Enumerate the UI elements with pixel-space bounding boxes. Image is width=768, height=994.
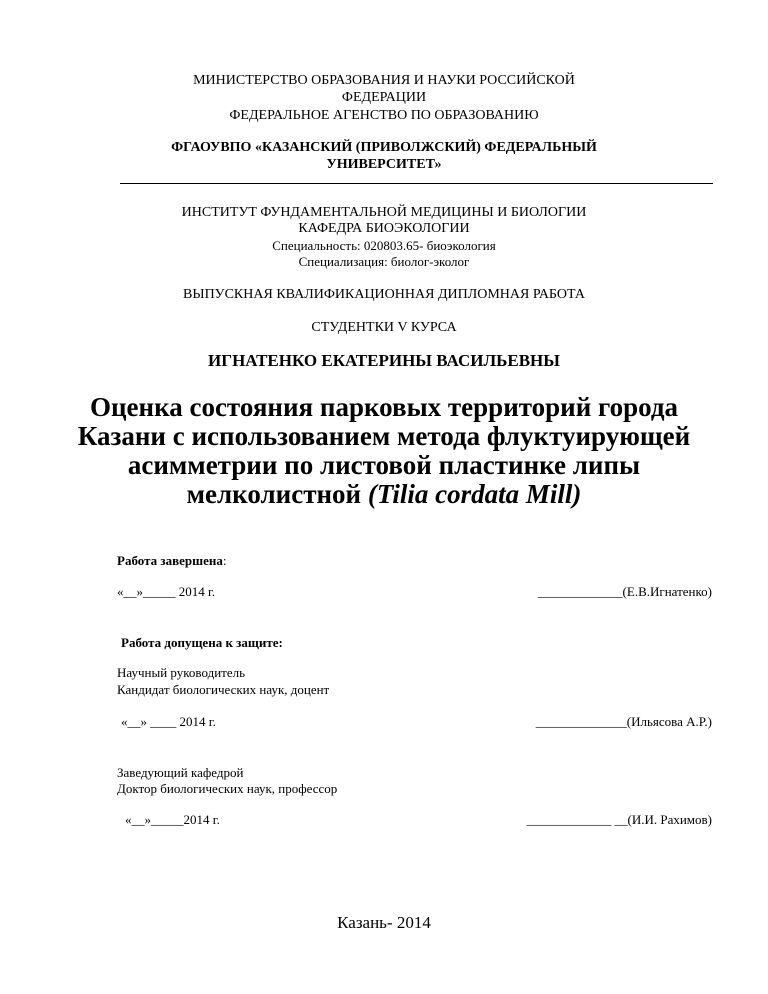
header-divider (120, 183, 713, 184)
specialization-line: Специализация: биолог-эколог (298, 254, 470, 269)
title-line4-italic: (Tilia cordata Mill) (367, 479, 582, 509)
admitted-label: Работа допущена к защите: (121, 635, 283, 650)
chair-line: КАФЕДРА БИОЭКОЛОГИИ (298, 221, 470, 236)
ministry-line1: МИНИСТЕРСТВО ОБРАЗОВАНИЯ И НАУКИ РОССИЙСКОЙ (193, 73, 575, 88)
university-line1: ФГАОУВПО «КАЗАНСКИЙ (ПРИВОЛЖСКИЙ) ФЕДЕРАЛЬНЫЙ (171, 140, 597, 155)
title-line3: асимметрии по листовой пластинке липы (127, 450, 641, 480)
work-type: ВЫПУСКНАЯ КВАЛИФИКАЦИОННАЯ ДИПЛОМНАЯ РАБОТА (183, 287, 585, 302)
university-line2: УНИВЕРСИТЕТ» (326, 157, 442, 172)
title-line4 (0, 481, 768, 508)
completed-colon: : (222, 553, 227, 568)
ministry-line2: ФЕДЕРАЦИИ (341, 90, 427, 105)
title-line2: Казани с использованием метода флуктуирующей (77, 421, 691, 451)
supervisor-role: Научный руководитель (117, 665, 246, 680)
specialty-line: Специальность: 020803.65- биоэкология (272, 238, 496, 253)
supervisor-degree: Кандидат биологических наук, доцент (117, 682, 330, 697)
head-role: Заведующий кафедрой (117, 765, 244, 780)
head-degree: Доктор биологических наук, профессор (117, 781, 338, 796)
title-line1: Оценка состояния парковых территорий города (89, 392, 679, 422)
footer-city-year: Казань- 2014 (337, 913, 431, 932)
title-line4-main: мелколистной (186, 479, 368, 509)
completed-signature: _____________(Е.В.Игнатенко) (538, 584, 712, 599)
student-course: СТУДЕНТКИ V КУРСА (311, 320, 457, 335)
completed-date: «__»_____ 2014 г. (117, 584, 216, 599)
supervisor-date: «__» ____ 2014 г. (121, 714, 216, 729)
student-name: ИГНАТЕНКО ЕКАТЕРИНЫ ВАСИЛЬЕВНЫ (208, 351, 560, 370)
head-date: «__»_____2014 г. (125, 812, 220, 827)
supervisor-signature: ______________(Ильясова А.Р.) (535, 714, 712, 729)
completed-label: Работа завершена (117, 553, 223, 568)
head-signature: _____________ __(И.И. Рахимов) (526, 812, 712, 827)
agency-line: ФЕДЕРАЛЬНОЕ АГЕНСТВО ПО ОБРАЗОВАНИЮ (229, 108, 539, 123)
institute-line: ИНСТИТУТ ФУНДАМЕНТАЛЬНОЙ МЕДИЦИНЫ И БИОЛОГИИ (181, 205, 587, 220)
completed-label-line (117, 554, 227, 567)
